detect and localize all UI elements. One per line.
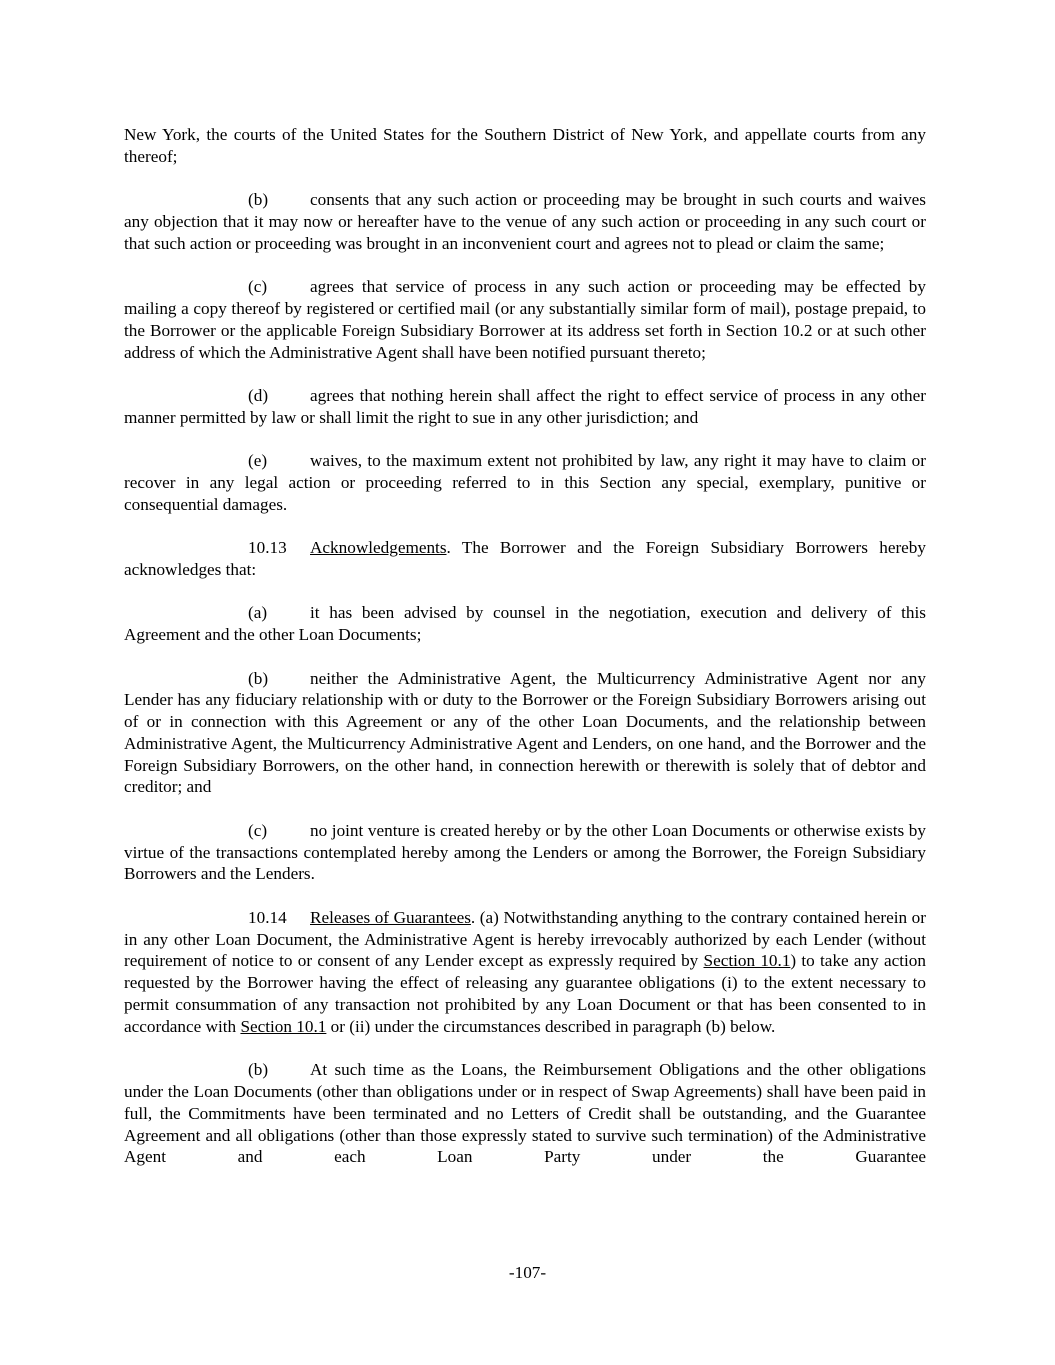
paragraph-text: At such time as the Loans, the Reimbursement Obligations and the other obligations under the Loan Documents (other than obligations under or in respect of Swap Agreements) shall have been paid in full, the Commitments have been terminated and no Letters of Credit shall be outstanding, and the Guarantee Agreement and all obligations (other than those expressly stated to survive such termination) of the Administrative Agent and each Loan Party under the Guarantee	[124, 1060, 926, 1167]
paragraph-text: or (ii) under the circumstances described in paragraph (b) below.	[326, 1016, 776, 1036]
paragraph-b-release	[124, 1059, 926, 1168]
clause-label: (b)	[248, 668, 269, 688]
paragraph-text: waives, to the maximum extent not prohibited by law, any right it may have to claim or recover in any legal action or proceeding referred to in this Section any special, exemplary, punitive or consequential damages.	[124, 451, 926, 514]
paragraph-text: New York, the courts of the United States for the Southern District of New York, and appellate courts from any thereof;	[124, 125, 926, 166]
clause-label: (b)	[248, 190, 269, 210]
section-10-14	[124, 907, 926, 1038]
paragraph-text: consents that any such action or proceeding may be brought in such courts and waives any objection that it may now or hereafter have to the venue of any such action or proceeding in any such court or that such action or proceeding was brought in an inconvenient court and agrees not to plead or claim the same;	[124, 190, 926, 253]
clause-label: (d)	[248, 385, 269, 405]
paragraph-c-joint-venture	[124, 820, 926, 885]
clause-label: (e)	[248, 451, 268, 471]
section-10-13	[124, 537, 926, 581]
paragraph-text: neither the Administrative Agent, the Multicurrency Administrative Agent nor any Lender has any fiduciary relationship with or duty to the Borrower or the Foreign Subsidiary Borrowers arising out of or in connection with this Agreement or any of the other Loan Documents, and the relationship between Administrative Agent, the Multicurrency Administrative Agent and Lenders, on one hand, and the Borrower and the Foreign Subsidiary Borrowers, on the other hand, in connection herewith or therewith is solely that of debtor and creditor; and	[124, 668, 926, 797]
clause-label: (c)	[248, 277, 268, 297]
clause-label: (a)	[248, 603, 268, 623]
paragraph-text: agrees that service of process in any such action or proceeding may be effected by mailing a copy thereof by registered or certified mail (or any substantially similar form of mail), postage prepaid, to the Borrower or the applicable Foreign Subsidiary Borrower at its address set forth in Section 10.2 or at such other address of which the Administrative Agent shall have been notified pursuant thereto;	[124, 277, 926, 362]
page-number: -107-	[508, 1263, 547, 1282]
section-heading: Releases of Guarantees	[310, 907, 471, 927]
paragraph-text: it has been advised by counsel in the negotiation, execution and delivery of this Agreement and the other Loan Documents;	[124, 603, 926, 645]
paragraph-text: agrees that nothing herein shall affect the right to effect service of process in any other manner permitted by law or shall limit the right to sue in any other jurisdiction; and	[124, 385, 926, 427]
section-reference: Section 10.1	[703, 951, 791, 971]
paragraph-d-nothing-herein	[124, 385, 926, 429]
section-number: 10.13	[248, 538, 287, 558]
paragraph-b-fiduciary	[124, 668, 926, 799]
paragraph-b-consents	[124, 189, 926, 254]
section-number: 10.14	[248, 907, 287, 927]
paragraph-text: ) to take any action requested by the Borrower having the effect of releasing any guarantee obligations (i) to the extent necessary to permit consummation of any transaction not prohibited by any Loan Document or that has been consented to in accordance with	[124, 951, 926, 1036]
paragraph-text: . (a) Notwithstanding anything to the contrary contained herein or in any other Loan Document, the Administrative Agent is hereby irrevocably authorized by each Lender (without requirement of notice to or consent of any Lender except as expressly required by	[124, 907, 926, 971]
paragraph-text: no joint venture is created hereby or by the other Loan Documents or otherwise exists by virtue of the transactions contemplated hereby among the Lenders or among the Borrower, the Foreign Subsidiary Borrowers and the Lenders.	[124, 820, 926, 884]
paragraph-c-service	[124, 276, 926, 363]
clause-label: (c)	[248, 820, 268, 840]
paragraph-a-advised	[124, 602, 926, 646]
paragraph-continuation	[124, 124, 926, 168]
paragraph-text: . The Borrower and the Foreign Subsidiary Borrowers hereby acknowledges that:	[124, 538, 926, 579]
clause-label: (b)	[248, 1060, 269, 1080]
section-reference: Section 10.1	[240, 1016, 327, 1036]
section-heading: Acknowledgements	[310, 538, 447, 558]
document-body	[124, 124, 926, 1190]
paragraph-e-waives	[124, 450, 926, 515]
